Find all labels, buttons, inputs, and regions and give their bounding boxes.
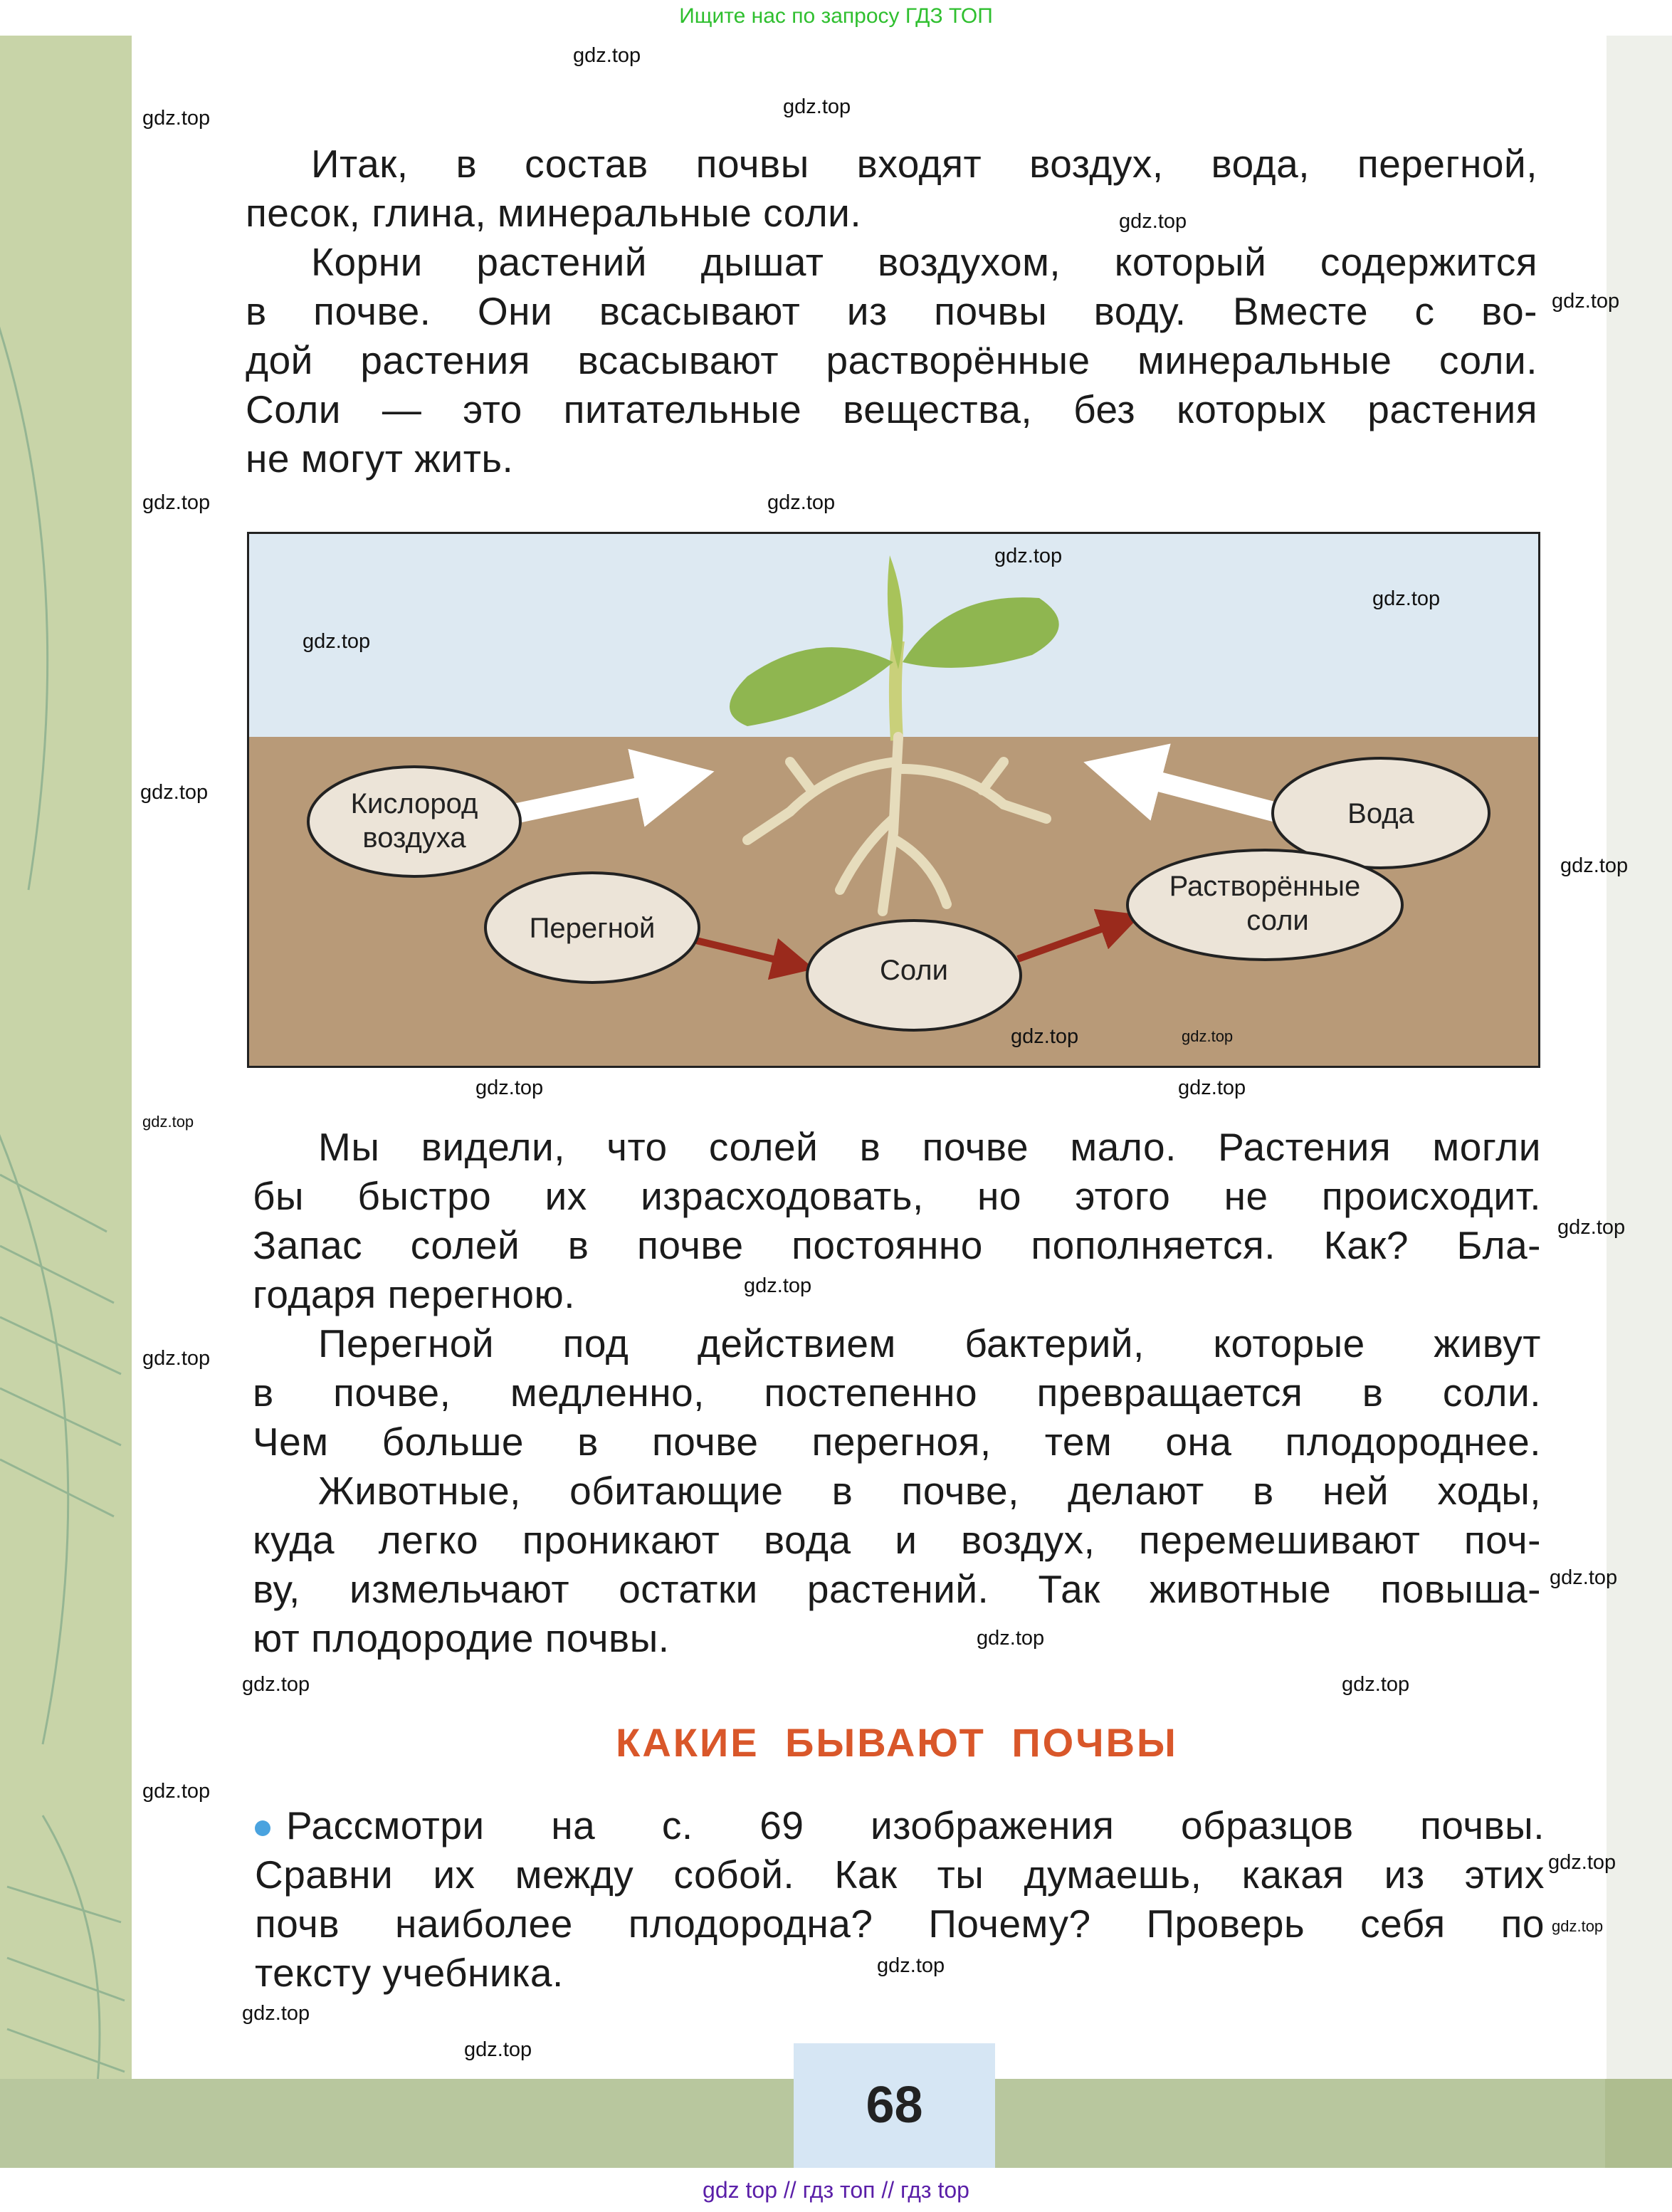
dissolved-salts-bubble: [1127, 850, 1402, 960]
salts-bubble: [807, 921, 1021, 1030]
right-margin: [1605, 36, 1672, 2168]
text-line: в почве, медленно, постепенно превращается в соли.: [253, 1370, 1541, 1415]
soil-diagram: [247, 532, 1540, 1068]
watermark: gdz.top: [1552, 1917, 1604, 1935]
section-heading: КАКИЕ БЫВАЮТ ПОЧВЫ: [616, 1720, 1178, 1765]
watermark: gdz.top: [1552, 290, 1620, 313]
page-number: 68: [866, 2077, 923, 2134]
text-line: песок, глина, минеральные соли.: [246, 191, 862, 235]
salts-label: Соли: [880, 955, 948, 986]
watermark: gdz.top: [142, 1113, 194, 1131]
paragraph-5: [253, 1467, 1541, 1663]
top-banner[interactable]: Ищите нас по запросу ГДЗ ТОП: [0, 0, 1672, 36]
water-label: Вода: [1347, 798, 1414, 829]
bottom-right-corner: [1605, 2079, 1672, 2168]
watermark: gdz.top: [994, 545, 1063, 567]
bullet-icon: [255, 1820, 270, 1836]
watermark: gdz.top: [977, 1627, 1045, 1650]
text-line: Итак, в состав почвы входят воздух, вода, перегной,: [311, 142, 1537, 186]
watermark: gdz.top: [1372, 587, 1441, 610]
oxygen-label: Кислород: [350, 788, 478, 819]
text-line: не могут жить.: [246, 436, 514, 481]
watermark: gdz.top: [877, 1954, 945, 1977]
watermark: gdz.top: [744, 1274, 812, 1297]
watermark: gdz.top: [142, 491, 211, 514]
paragraph-3: [253, 1123, 1541, 1319]
watermark: gdz.top: [142, 1780, 211, 1803]
watermark: gdz.top: [140, 781, 209, 804]
watermark: gdz.top: [1178, 1076, 1246, 1099]
footer-links[interactable]: gdz top // гдз топ // гдз top: [0, 2168, 1672, 2212]
text-line: Соли — это питательные вещества, без которых растения: [246, 387, 1537, 431]
text-line: Чем больше в почве перегноя, тем она плодороднее.: [253, 1420, 1541, 1464]
paragraph-1: [246, 140, 1537, 238]
watermark: gdz.top: [1342, 1673, 1410, 1696]
text-line: бы быстро их израсходовать, но этого не происходит.: [253, 1174, 1541, 1218]
text-line: Рассмотри на с. 69 изображения образцов почвы.: [286, 1803, 1545, 1847]
text-line: почв наиболее плодородна? Почему? Проверь себя по: [255, 1902, 1545, 1946]
text-line: Мы видели, что солей в почве мало. Растения могли: [318, 1125, 1541, 1169]
task-line: [255, 1801, 1545, 1850]
text-line: Запас солей в почве постоянно пополняется. Как? Бла-: [253, 1223, 1541, 1267]
humus-bubble: [485, 873, 699, 982]
text-line: в почве. Они всасывают из почвы воду. Вместе с во-: [246, 289, 1537, 333]
dissolved-label: Растворённые: [1169, 871, 1361, 902]
watermark: gdz.top: [475, 1076, 544, 1099]
text-line: Корни растений дышат воздухом, который содержится: [311, 240, 1537, 284]
oxygen-label-2: воздуха: [362, 822, 466, 854]
watermark: gdz.top: [464, 2038, 532, 2061]
left-margin-background: [0, 36, 135, 2168]
text-line: дой растения всасывают растворённые минеральные соли.: [246, 338, 1537, 382]
watermark: gdz.top: [1557, 1216, 1626, 1239]
watermark: gdz.top: [1011, 1025, 1079, 1048]
text-line: Животные, обитающие в почве, делают в ней ходы,: [318, 1469, 1541, 1513]
text-line: ву, измельчают остатки растений. Так животные повыша-: [253, 1567, 1541, 1611]
text-line: ют плодородие почвы.: [253, 1616, 670, 1660]
watermark: gdz.top: [242, 2002, 310, 2025]
text-line: годаря перегною.: [253, 1272, 576, 1316]
oxygen-bubble: [308, 767, 520, 876]
text-line: Сравни их между собой. Как ты думаешь, какая из этих: [255, 1852, 1545, 1897]
paragraph-2: [246, 238, 1537, 483]
watermark: gdz.top: [1119, 210, 1187, 233]
leaf-pattern: [0, 36, 135, 2168]
watermark: gdz.top: [1548, 1851, 1616, 1874]
watermark: gdz.top: [573, 44, 641, 67]
text-line: тексту учебника.: [255, 1951, 564, 1995]
page-number-tab: [794, 2043, 995, 2168]
humus-label: Перегной: [529, 913, 656, 944]
dissolved-label-2: соли: [1246, 905, 1309, 936]
paragraph-4: [253, 1319, 1541, 1467]
watermark: gdz.top: [142, 107, 211, 130]
watermark: gdz.top: [783, 95, 851, 118]
watermark: gdz.top: [303, 630, 371, 653]
watermark: gdz.top: [767, 491, 836, 514]
watermark: gdz.top: [142, 1347, 211, 1370]
text-line: куда легко проникают вода и воздух, перемешивают поч-: [253, 1518, 1541, 1562]
watermark: gdz.top: [1550, 1566, 1618, 1589]
watermark: gdz.top: [242, 1673, 310, 1696]
watermark: gdz.top: [1182, 1027, 1234, 1045]
text-line: Перегной под действием бактерий, которые живут: [318, 1321, 1541, 1366]
watermark: gdz.top: [1560, 854, 1629, 877]
